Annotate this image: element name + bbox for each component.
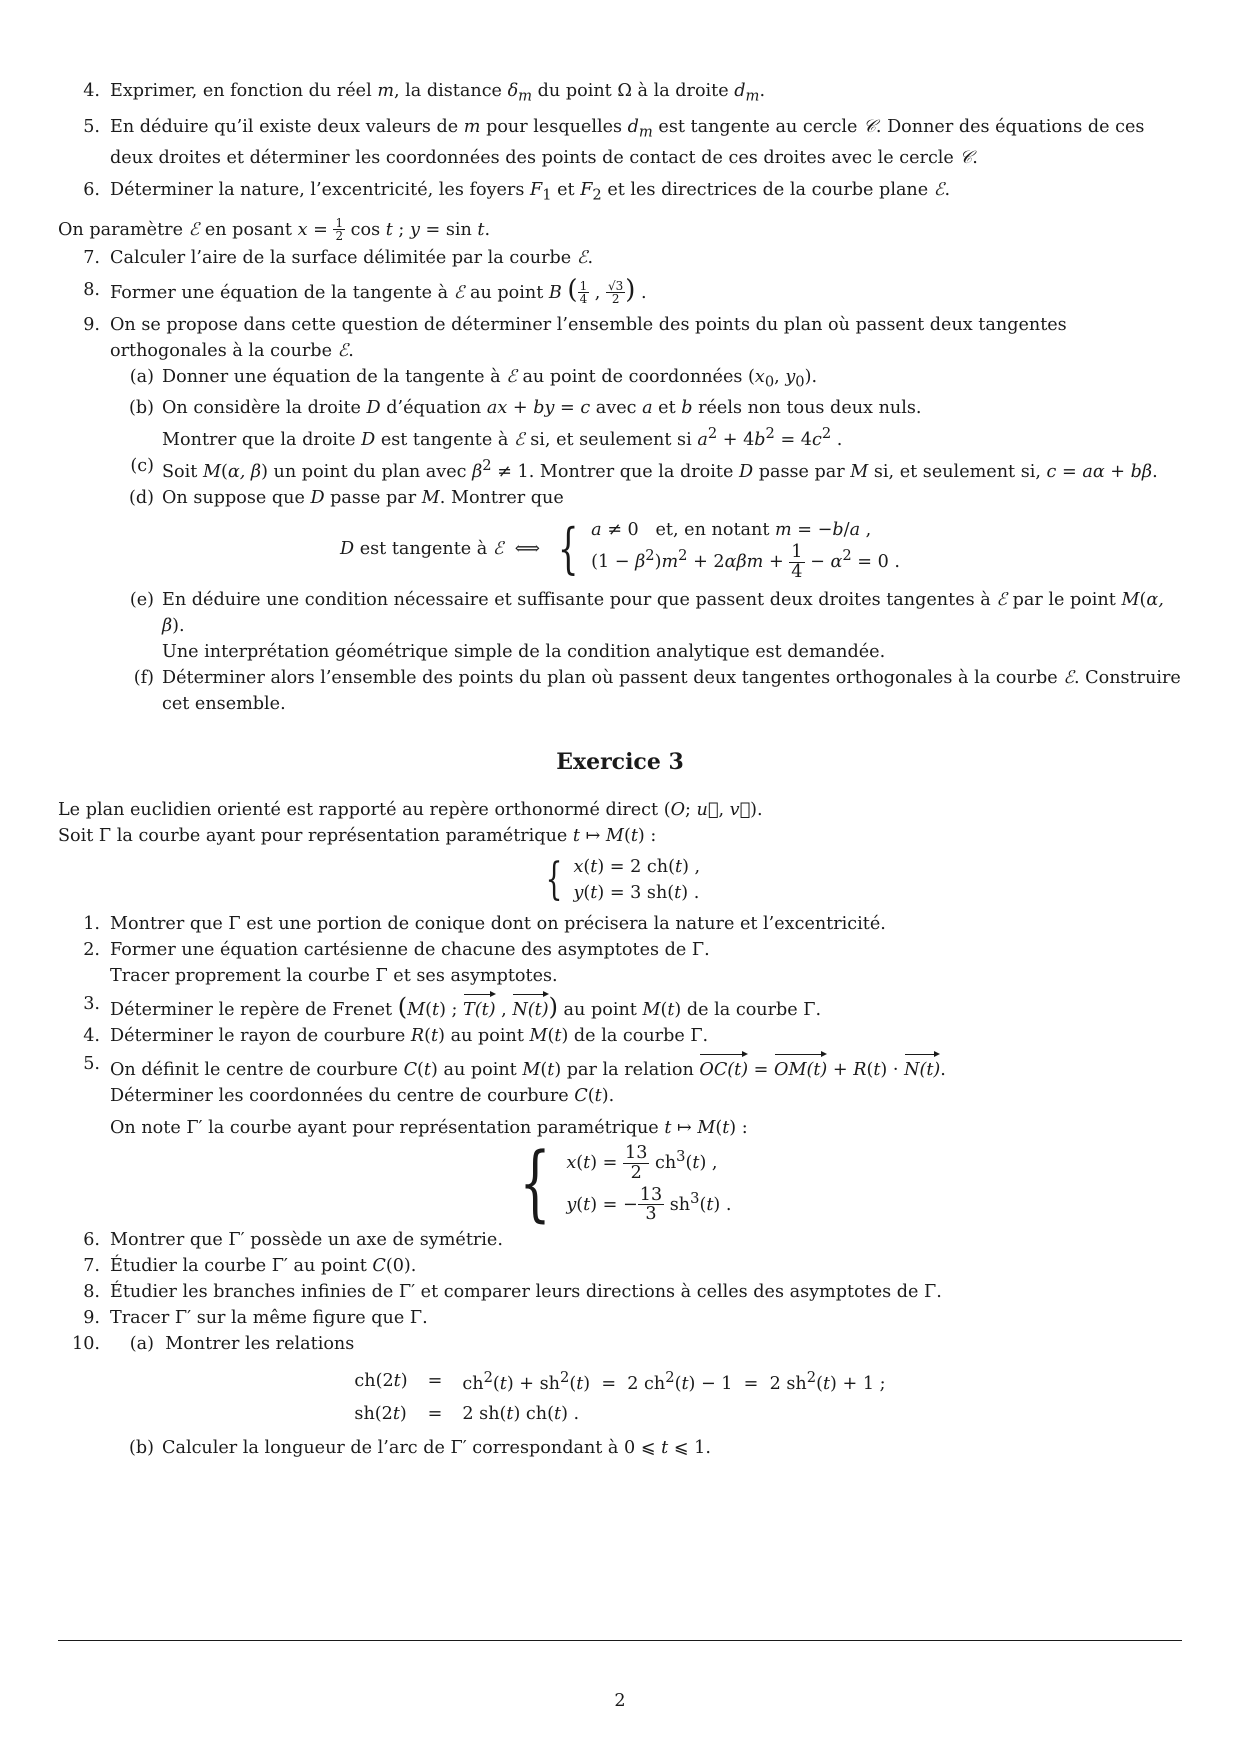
text: On définit le centre de courbure <box>110 1060 398 1080</box>
question-9a: (a) Donner une équation de la tangente à ℰ au point de coordonnées ($x_0$, $y_0$). <box>110 364 1182 396</box>
text: On paramètre <box>58 219 183 240</box>
text: par la relation <box>566 1060 694 1080</box>
footer-rule <box>58 1640 1182 1641</box>
question-number: 1. <box>83 914 100 934</box>
page-content <box>58 78 1182 1461</box>
ex3-question-4: 4. Déterminer le rayon de courbure R(t) au point M(t) de la courbe Γ. <box>58 1023 1182 1049</box>
question-number: 5. <box>83 1054 100 1074</box>
text: réels non tous deux nuls. <box>698 398 922 419</box>
question-7: 7. Calculer l’aire de la surface délimitée par la courbe ℰ. <box>58 245 1182 271</box>
text: Déterminer le rayon de courbure <box>110 1026 406 1046</box>
text: Former une équation de la tangente à <box>110 282 449 303</box>
question-number: 8. <box>83 279 100 300</box>
text: Former une équation cartésienne de chacune des asymptotes de Γ. <box>110 940 710 960</box>
text: du point Ω à la droite <box>537 81 729 101</box>
text: est tangente à <box>359 539 488 560</box>
text: Déterminer le repère de Frenet <box>110 1000 393 1020</box>
question-number: 2. <box>83 940 100 960</box>
question-number: 3. <box>83 994 100 1014</box>
ex3-note: On note Γ′ la courbe ayant pour représentation paramétrique t ↦ M(t) : <box>110 1118 748 1138</box>
text: passe par <box>758 462 845 483</box>
text: par le point <box>1012 590 1116 610</box>
text: au point <box>563 1000 637 1020</box>
text: Donner une équation de la tangente à <box>162 366 501 387</box>
text: au point <box>450 1026 524 1046</box>
ex3-question-6 <box>58 1227 1182 1253</box>
text: Tracer Γ′ sur la même figure que Γ. <box>110 1308 428 1328</box>
text: Montrer que Γ est une portion de conique dont on précisera la nature et l’excentricité. <box>110 914 886 934</box>
text: Montrer que Γ′ possède un axe de symétrie. <box>110 1230 503 1250</box>
question-number: 9. <box>83 314 100 335</box>
ex3-question-2 <box>58 937 1182 989</box>
question-9c: (c) Soit M(α, β) un point du plan avec $\beta^2 \ne 1$. Montrer que la droite D passe par M si, et seulement si, c = aα + bβ. <box>110 453 1182 485</box>
ex3-question-7: 7. Étudier la courbe Γ′ au point C(0). <box>58 1253 1182 1279</box>
equivalence-display: D est tangente à ℰ ⟺ { a ≠ 0 et, en notant m = −b/a , $(1 - \beta^2)m^2 + 2\alpha\beta m$ + $\frac{1}{4}$ − $\alpha^2 = 0$ . <box>340 517 900 582</box>
text: au point <box>470 282 544 303</box>
text: On note Γ′ la courbe ayant pour représentation paramétrique <box>110 1118 659 1138</box>
question-5: 5. En déduire qu’il existe deux valeurs de m pour lesquelles $d_m$ est tangente au cercle 𝒞. Donner des équations de ces deux droites et déterminer les coordonnées des points de contact de ces droites avec le cercle 𝒞. <box>58 114 1182 172</box>
text: Étudier les branches infinies de Γ′ et comparer leurs directions à celles des asymptotes de Γ. <box>110 1282 942 1302</box>
question-9d: (d) On suppose que D passe par M. Montrer que <box>110 485 1182 511</box>
sub-label: (b) <box>129 1437 154 1458</box>
text: Soit Γ la courbe ayant pour représentation paramétrique <box>58 826 568 846</box>
text: et <box>658 398 676 419</box>
ex3-question-3: 3. Déterminer le repère de Frenet (M(t) ; T(t) , N(t)) au point M(t) de la courbe Γ. <box>58 991 1182 1023</box>
parametric-system-gamma-prime: { x(t) = $\frac{13}{2}$ $ch^3(t)$ , y(t) = − $\frac{13}{3}$ $sh^3(t)$ . <box>518 1136 732 1231</box>
page-number: 2 <box>614 1691 626 1711</box>
text: au point de coordonnées <box>522 366 743 387</box>
text: de la courbe Γ. <box>573 1026 709 1046</box>
question-number: 10. <box>72 1334 100 1354</box>
text: Montrer les relations <box>165 1334 355 1354</box>
text: et les directrices de la courbe plane <box>607 180 929 201</box>
ex3-question-10b: (b) Calculer la longueur de l’arc de Γ′ correspondant à 0 ⩽ t ⩽ 1. <box>110 1435 1182 1461</box>
parametrisation-line: On paramètre ℰ en posant x = $\frac{1}{2}$ cos t ; y = sin t. <box>58 215 491 244</box>
question-number: 4. <box>83 1026 100 1046</box>
question-9e: (e) En déduire une condition nécessaire et suffisante pour que passent deux droites tangentes à ℰ par le point M(α, β). Une interprétation géométrique simple de la condition analytique est demandée. <box>110 587 1182 665</box>
sub-label: (e) <box>129 590 154 610</box>
text: Déterminer la nature, l’excentricité, les foyers <box>110 180 525 201</box>
text: On considère la droite <box>162 398 361 419</box>
hyperbolic-identities: ch(2t) = $ch^2(t) + sh^2(t) = 2$ $ch^2(t) - 1 = 2$ $sh^2(t) + 1$ ; sh(2t) = 2 sh(t) ch(t) . <box>354 1369 886 1424</box>
parametric-system-gamma: { x(t) = 2 ch(t) , y(t) = 3 sh(t) . <box>545 854 701 905</box>
text: en posant <box>204 219 292 240</box>
sub-label: (f) <box>133 668 154 688</box>
text: et, en notant <box>655 520 770 541</box>
sub-label: (a) <box>129 366 154 387</box>
text: si, et seulement si <box>530 430 692 451</box>
question-8: 8. Former une équation de la tangente à ℰ au point B ( $\frac{1}{4}$ , $\frac{√3}{2}$ ) . <box>58 277 1182 306</box>
question-number: 6. <box>83 180 100 201</box>
ex3-question-5: 5. On définit le centre de courbure C(t) au point M(t) par la relation OC(t) = OM(t) + R(t) · N(t). Déterminer les coordonnées du centre de courbure C(t). <box>58 1051 1182 1109</box>
text: de la courbe Γ. <box>686 1000 822 1020</box>
ex3-question-1 <box>58 911 1182 937</box>
text: On se propose dans cette question de déterminer l’ensemble des points du plan où passent deux tangentes orthogonales à la courbe <box>110 314 1067 361</box>
question-number: 5. <box>83 116 100 137</box>
question-number: 8. <box>83 1282 100 1302</box>
text: . Montrer que <box>439 488 564 509</box>
exercise-3-title: Exercice 3 <box>556 749 684 775</box>
text: Le plan euclidien orienté est rapporté au repère orthonormé direct <box>58 800 659 820</box>
text: avec <box>595 398 637 419</box>
ex3-question-9 <box>58 1305 1182 1331</box>
text: passe par <box>330 488 417 509</box>
question-number: 7. <box>83 1256 100 1276</box>
text: est tangente à <box>380 430 509 451</box>
text: Tracer proprement la courbe Γ et ses asymptotes. <box>110 966 558 986</box>
text: Soit <box>162 462 198 483</box>
text: . Montrer que la droite <box>528 462 734 483</box>
text: et <box>557 180 575 201</box>
ex3-question-10 <box>58 1331 1182 1357</box>
text: . Construire cet ensemble. <box>162 668 1181 714</box>
text: On suppose que <box>162 488 305 509</box>
sub-label: (b) <box>129 398 154 419</box>
sub-label: (c) <box>130 456 154 477</box>
question-4: 4. Exprimer, en fonction du réel m, la distance $\delta_m$ du point Ω à la droite $d_m$. <box>58 78 1182 110</box>
text: Calculer la longueur de l’arc de Γ′ correspondant à <box>162 1437 619 1458</box>
text: Étudier la courbe Γ′ au point <box>110 1256 367 1276</box>
question-9b: (b) On considère la droite D d’équation ax + by = c avec a et b réels non tous deux nuls. Montrer que la droite D est tangente à ℰ si, et seulement si $a^2 + 4b^2 = 4c^2$ . <box>110 395 1182 453</box>
text: Une interprétation géométrique simple de la condition analytique est demandée. <box>162 642 886 662</box>
text: est tangente au cercle <box>658 116 858 137</box>
sub-label: (a) <box>129 1334 154 1354</box>
text: Exprimer, en fonction du réel <box>110 81 372 101</box>
text: . Donner des équations de ces deux droites et déterminer les coordonnées des points de contact de ces droites avec le cercle <box>110 116 1145 169</box>
text: Déterminer les coordonnées du centre de courbure <box>110 1086 569 1106</box>
text: , la distance <box>394 81 502 101</box>
text: si, et seulement si, <box>873 462 1041 483</box>
text: un point du plan avec <box>273 462 467 483</box>
text: d’équation <box>386 398 482 419</box>
question-9: 9. On se propose dans cette question de déterminer l’ensemble des points du plan où passent deux tangentes orthogonales à la courbe ℰ. <box>58 312 1182 364</box>
sub-label: (d) <box>129 488 154 509</box>
text: En déduire qu’il existe deux valeurs de <box>110 116 459 137</box>
question-number: 7. <box>83 247 100 268</box>
text: au point <box>443 1060 517 1080</box>
question-9f: (f) Déterminer alors l’ensemble des points du plan où passent deux tangentes orthogonales à la courbe ℰ. Construire cet ensemble. <box>110 665 1182 717</box>
text: pour lesquelles <box>486 116 623 137</box>
question-number: 6. <box>83 1230 100 1250</box>
question-number: 9. <box>83 1308 100 1328</box>
ex3-question-8 <box>58 1279 1182 1305</box>
question-number: 4. <box>83 81 100 101</box>
text: Déterminer alors l’ensemble des points du plan où passent deux tangentes orthogonales à la courbe <box>162 668 1058 688</box>
text: En déduire une condition nécessaire et suffisante pour que passent deux droites tangentes à <box>162 590 991 610</box>
text: Calculer l’aire de la surface délimitée par la courbe <box>110 247 572 268</box>
question-6: 6. Déterminer la nature, l’excentricité, les foyers $F_1$ et $F_2$ et les directrices de la courbe plane ℰ. <box>58 177 1182 209</box>
text: Montrer que la droite <box>162 430 356 451</box>
exercise-3-intro: Le plan euclidien orienté est rapporté au repère orthonormé direct (O; u⃗, v⃗). Soit Γ la courbe ayant pour représentation paramétrique t ↦ M(t) : <box>58 800 763 846</box>
